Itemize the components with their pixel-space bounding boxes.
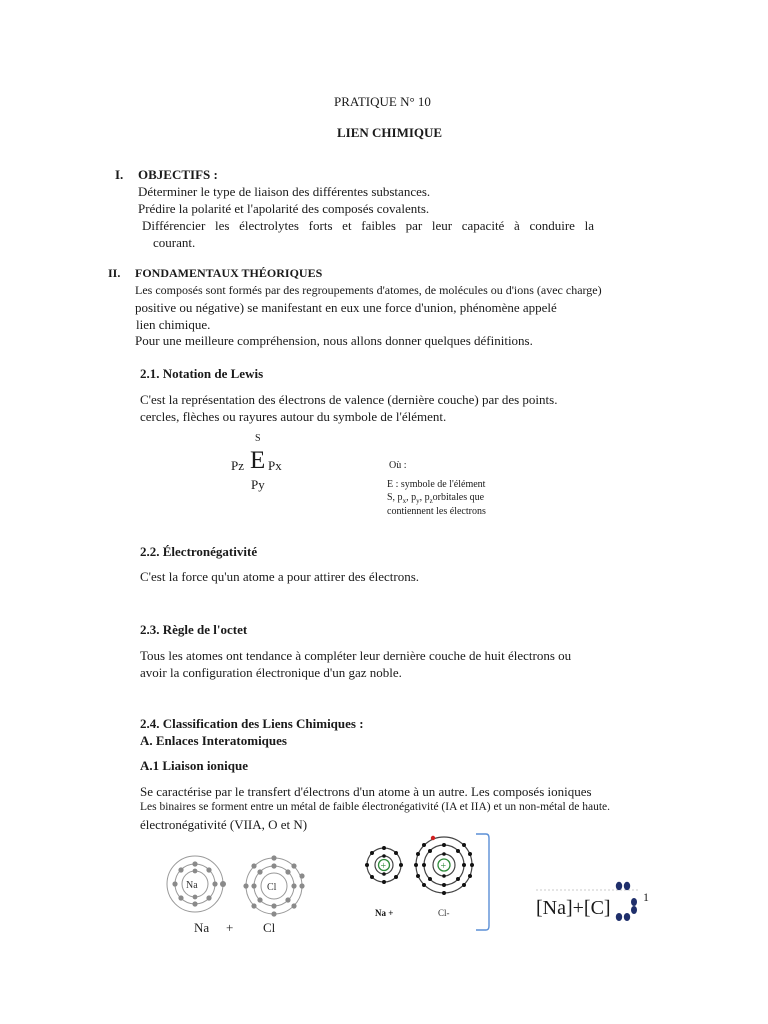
formula-tail: 1 — [643, 890, 649, 904]
list-item — [138, 217, 594, 234]
paragraph-line: Se caractérise par le transfert d'électrons d'un atome à un autre. Les composés ioniques — [140, 784, 592, 799]
subsection-heading-lewis: 2.1. Notation de Lewis — [140, 366, 264, 381]
bracket-icon — [476, 834, 489, 930]
ionic-bond-figure — [0, 830, 768, 940]
section-number: I. — [115, 167, 124, 182]
section-heading-objectifs: OBJECTIFS : — [138, 167, 218, 182]
subsection-heading-classification: 2.4. Classification des Liens Chimiques : — [140, 716, 364, 731]
paragraph-line: avoir la configuration électronique d'un gaz noble. — [140, 665, 402, 680]
caption-cl: Cl — [263, 920, 276, 935]
page-title: LIEN CHIMIQUE — [337, 125, 443, 140]
paragraph-line: électronégativité (VIIA, O et N) — [140, 817, 308, 832]
paragraph-line: positive ou négative) se manifestant en eux une force d'union, phénomène appelé — [135, 300, 557, 315]
list-item-text: Déterminer le type de liaison des différentes substances. — [138, 184, 431, 199]
lewis-s-label: S — [255, 433, 261, 444]
paragraph-line: Les composés sont formés par des regroupements d'atomes, de molécules ou d'ions (avec charge) — [135, 283, 602, 297]
paragraph-line: lien chimique. — [136, 317, 211, 332]
lewis-dots-icon — [616, 882, 637, 921]
lewis-element-symbol: E — [250, 447, 266, 474]
legend-line: E : symbole de l'élément — [387, 479, 486, 490]
section-number: II. — [108, 266, 121, 280]
lewis-py-label: Py — [251, 477, 265, 492]
transferred-electron — [431, 836, 435, 840]
ion-caption-cl: Cl- — [438, 908, 450, 918]
legend-line: S, $p_x$, $p_y$, $p_zorbitales$ que — [387, 492, 485, 505]
list-item — [138, 183, 430, 200]
practice-number: PRATIQUE N° 10 — [334, 94, 431, 109]
subsection-heading-electronegativity: 2.2. Électronégativité — [140, 544, 258, 559]
ionic-formula: [Na]+[C] — [536, 897, 611, 919]
paragraph-line: Tous les atomes ont tendance à compléter leur dernière couche de huit électrons ou — [140, 648, 572, 663]
chlorine-atom-label: Cl — [267, 882, 277, 893]
caption-na: Na — [194, 920, 210, 935]
lewis-px-label: Px — [268, 458, 282, 473]
caption-plus: + — [226, 920, 234, 935]
sodium-atom-label: Na — [186, 880, 198, 891]
paragraph-line: Les binaires se forment entre un métal de faible électronégativité (IA et IIA) et un non-métal de haute. — [140, 801, 611, 813]
list-item-text: Prédire la polarité et l'apolarité des composés covalents. — [138, 201, 430, 216]
paragraph-line: Pour une meilleure compréhension, nous allons donner quelques définitions. — [135, 333, 533, 348]
paragraph-line: cercles, flèches ou rayures autour du symbole de l'élément. — [140, 409, 447, 424]
ion-caption-na: Na + — [375, 908, 394, 918]
list-item-text: Différencier les électrolytes forts et faibles par leur capacité à conduire la — [142, 218, 594, 233]
legend-where: Où : — [389, 460, 407, 471]
list-item — [138, 200, 429, 217]
paragraph-line: C'est la représentation des électrons de valence (dernière couche) par des points. — [140, 392, 558, 407]
subsection-heading-ionic: A.1 Liaison ionique — [140, 758, 249, 773]
nucleus-plus-icon: + — [380, 861, 387, 872]
subsection-subheading: A. Enlaces Interatomiques — [140, 733, 287, 748]
section-heading-fondamentaux: FONDAMENTAUX THÉORIQUES — [135, 266, 323, 280]
paragraph-line: C'est la force qu'un atome a pour attirer des électrons. — [140, 569, 420, 584]
list-item-continuation: courant. — [153, 235, 196, 250]
lewis-pz-label: Pz — [231, 458, 244, 473]
subsection-heading-octet: 2.3. Règle de l'octet — [140, 622, 248, 637]
nucleus-plus-icon: + — [440, 861, 447, 872]
legend-line: contiennent les électrons — [387, 506, 486, 517]
